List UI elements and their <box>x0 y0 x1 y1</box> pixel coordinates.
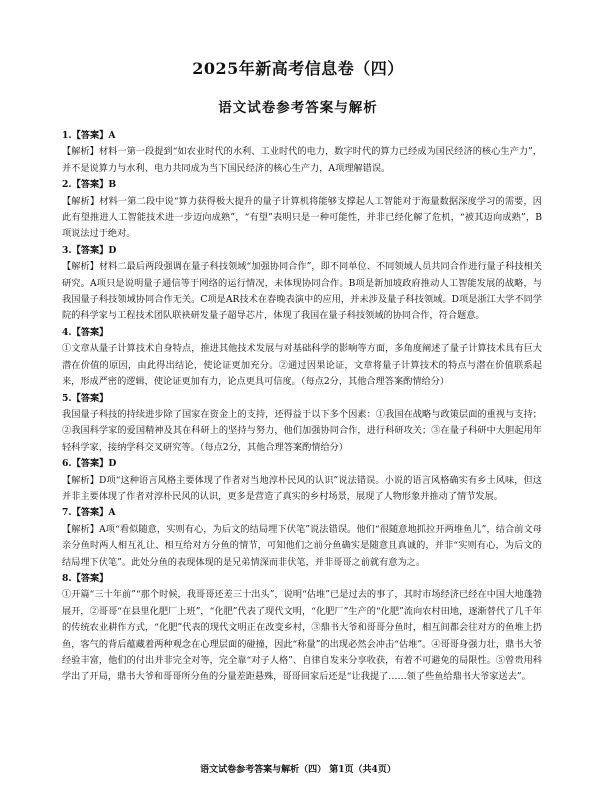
answer-explanation: ①开篇“三十年前”“那个时候，我哥哥还差三十出头”，说明“估堆”已是过去的事了，其时市场经济已经在中国大地蓬勃展开，②哥哥“在县里化肥厂上班”，“化肥”代表了现代文明，“化肥厂”生产的“化肥”流向农村田地，逐渐替代了几千年的传统农业耕作方式，“化肥”代表的现代文明正在改变乡村，③鼎书大爷和哥哥分鱼时，相互间都会往对方的鱼堆上扔鱼，客气的背后蕴藏着两种观念在心理层面的碰撞，因此“称量”的出现必然会冲击“估堆”。④哥哥身强力壮，鼎书大爷经验丰富，他们的付出并非完全对等，完全靠“对子人格”、自律自发来分享收获，有着不可避免的局限性。⑤曾贵用科学出了开局，鼎书大爷和哥哥所分鱼的分量差距悬殊，哥哥回家后还是“让我提了……领了些鱼给鼎书大爷家送去”。 <box>62 589 542 683</box>
answer-item-6 <box>56 456 542 505</box>
answer-explanation: 【解析】A项“看似随意，实则有心，为后文的结局埋下伏笔”说法错误。他们“很随意地抓拉开两堆鱼儿”，结合前文母亲分鱼时两人相互礼让、相互给对方分鱼的情节，可知他们之前分鱼确实是随意且真诚的，并非“实则有心，为后文的结局埋下伏笔”。此处分鱼的表现体现的是兄弟情深而非伏笔，并非哥哥之前就有意为之。 <box>62 523 542 568</box>
answer-label: 6.【答案】D <box>62 458 117 470</box>
answer-label: 5.【答案】 <box>62 392 109 404</box>
answer-label: 1.【答案】A <box>62 130 116 141</box>
answer-label: 4.【答案】 <box>62 326 109 338</box>
answer-label: 8.【答案】 <box>62 572 109 584</box>
answer-item-7 <box>56 505 542 571</box>
answer-explanation: ①文章从量子计算技术自身特点，推进其他技术发展与对基础科学的影响等方面，多角度阐述了量子计算技术具有巨大潜在价值的原因，由此得出结论，使论证更加充分。②通过因果论证，文章将量子计算技术的特点与潜在价值联系起来，形成严密的逻辑，使论证更加有力，论点更具可信度。（每点2分，其他合理答案酌情给分） <box>62 343 542 388</box>
answer-item-8 <box>56 571 542 686</box>
answer-label: 7.【答案】A <box>62 507 116 519</box>
answer-label: 3.【答案】D <box>62 244 117 256</box>
page-footer: 语文试卷参考答案与解析（四） 第1页（共4页） <box>200 765 396 775</box>
answer-item-3 <box>56 243 542 325</box>
answer-explanation: 【解析】材料一第一段提到“如农业时代的水利、工业时代的电力，数字时代的算力已经成为国民经济的核心生产力”，并不是说算力与水利、电力共同成为当下国民经济的核心生产力，A项理解错误。 <box>62 146 542 174</box>
answer-item-5 <box>56 391 542 457</box>
page-title: 2025年新高考信息卷（四） <box>192 59 404 78</box>
answer-explanation: 【解析】材料一第二段中说“算力获得极大提升的量子计算机将能够支撑起人工智能对于海量数据深度学习的需要，因此有望推进人工智能技术进一步迈向成熟”，“有望”表明只是一种可能性，并非已经化解了危机，“被其迈向成熟”，B项说法过于绝对。 <box>62 195 542 240</box>
answer-item-2 <box>56 177 542 243</box>
answer-explanation: 【解析】D项“这种语言风格主要体现了作者对当地淳朴民风的认识”说法错误。小说的语言风格确实有乡土风味，但这并非主要体现了作者对淳朴民风的认识，更多是营造了真实的乡村场景，展现了人物形象并推动了情节发展。 <box>62 474 542 502</box>
answer-explanation: 我国量子科技的持续进步除了国家在资金上的支持，还得益于以下多个因素：①我国在战略与政策层面的重视与支持；②我国科学家的爱国精神及其在科研上的坚持与努力，他们加强协同合作，进行科研攻关；③在量子科研中大胆起用年轻科学家，接纳学科交叉研究等。（每点2分，其他合理答案酌情给分） <box>62 408 542 453</box>
answers-list <box>56 128 542 686</box>
answer-item-1 <box>56 128 542 177</box>
answer-label: 2.【答案】B <box>62 179 117 191</box>
answer-item-4 <box>56 325 542 391</box>
answer-explanation: 【解析】材料二最后两段强调在量子科技领域“加强协同合作”，即不同单位、不同领域人员共同合作进行量子科技相关研究。A项只是说明量子通信等于网络的运行情况，未体现协同合作。B项是新加坡政府推动人工智能发展的战略，与我国量子科技领域协同合作无关。C项是AR技术在春晚表演中的应用，并未涉及量子科技领域。D项是浙江大学不同学院的科学家与工程技术团队联袂研发量子超导芯片，体现了我国在量子科技领域的协同合作，符合题意。 <box>62 261 542 322</box>
page-subtitle: 语文试卷参考答案与解析 <box>218 100 378 116</box>
